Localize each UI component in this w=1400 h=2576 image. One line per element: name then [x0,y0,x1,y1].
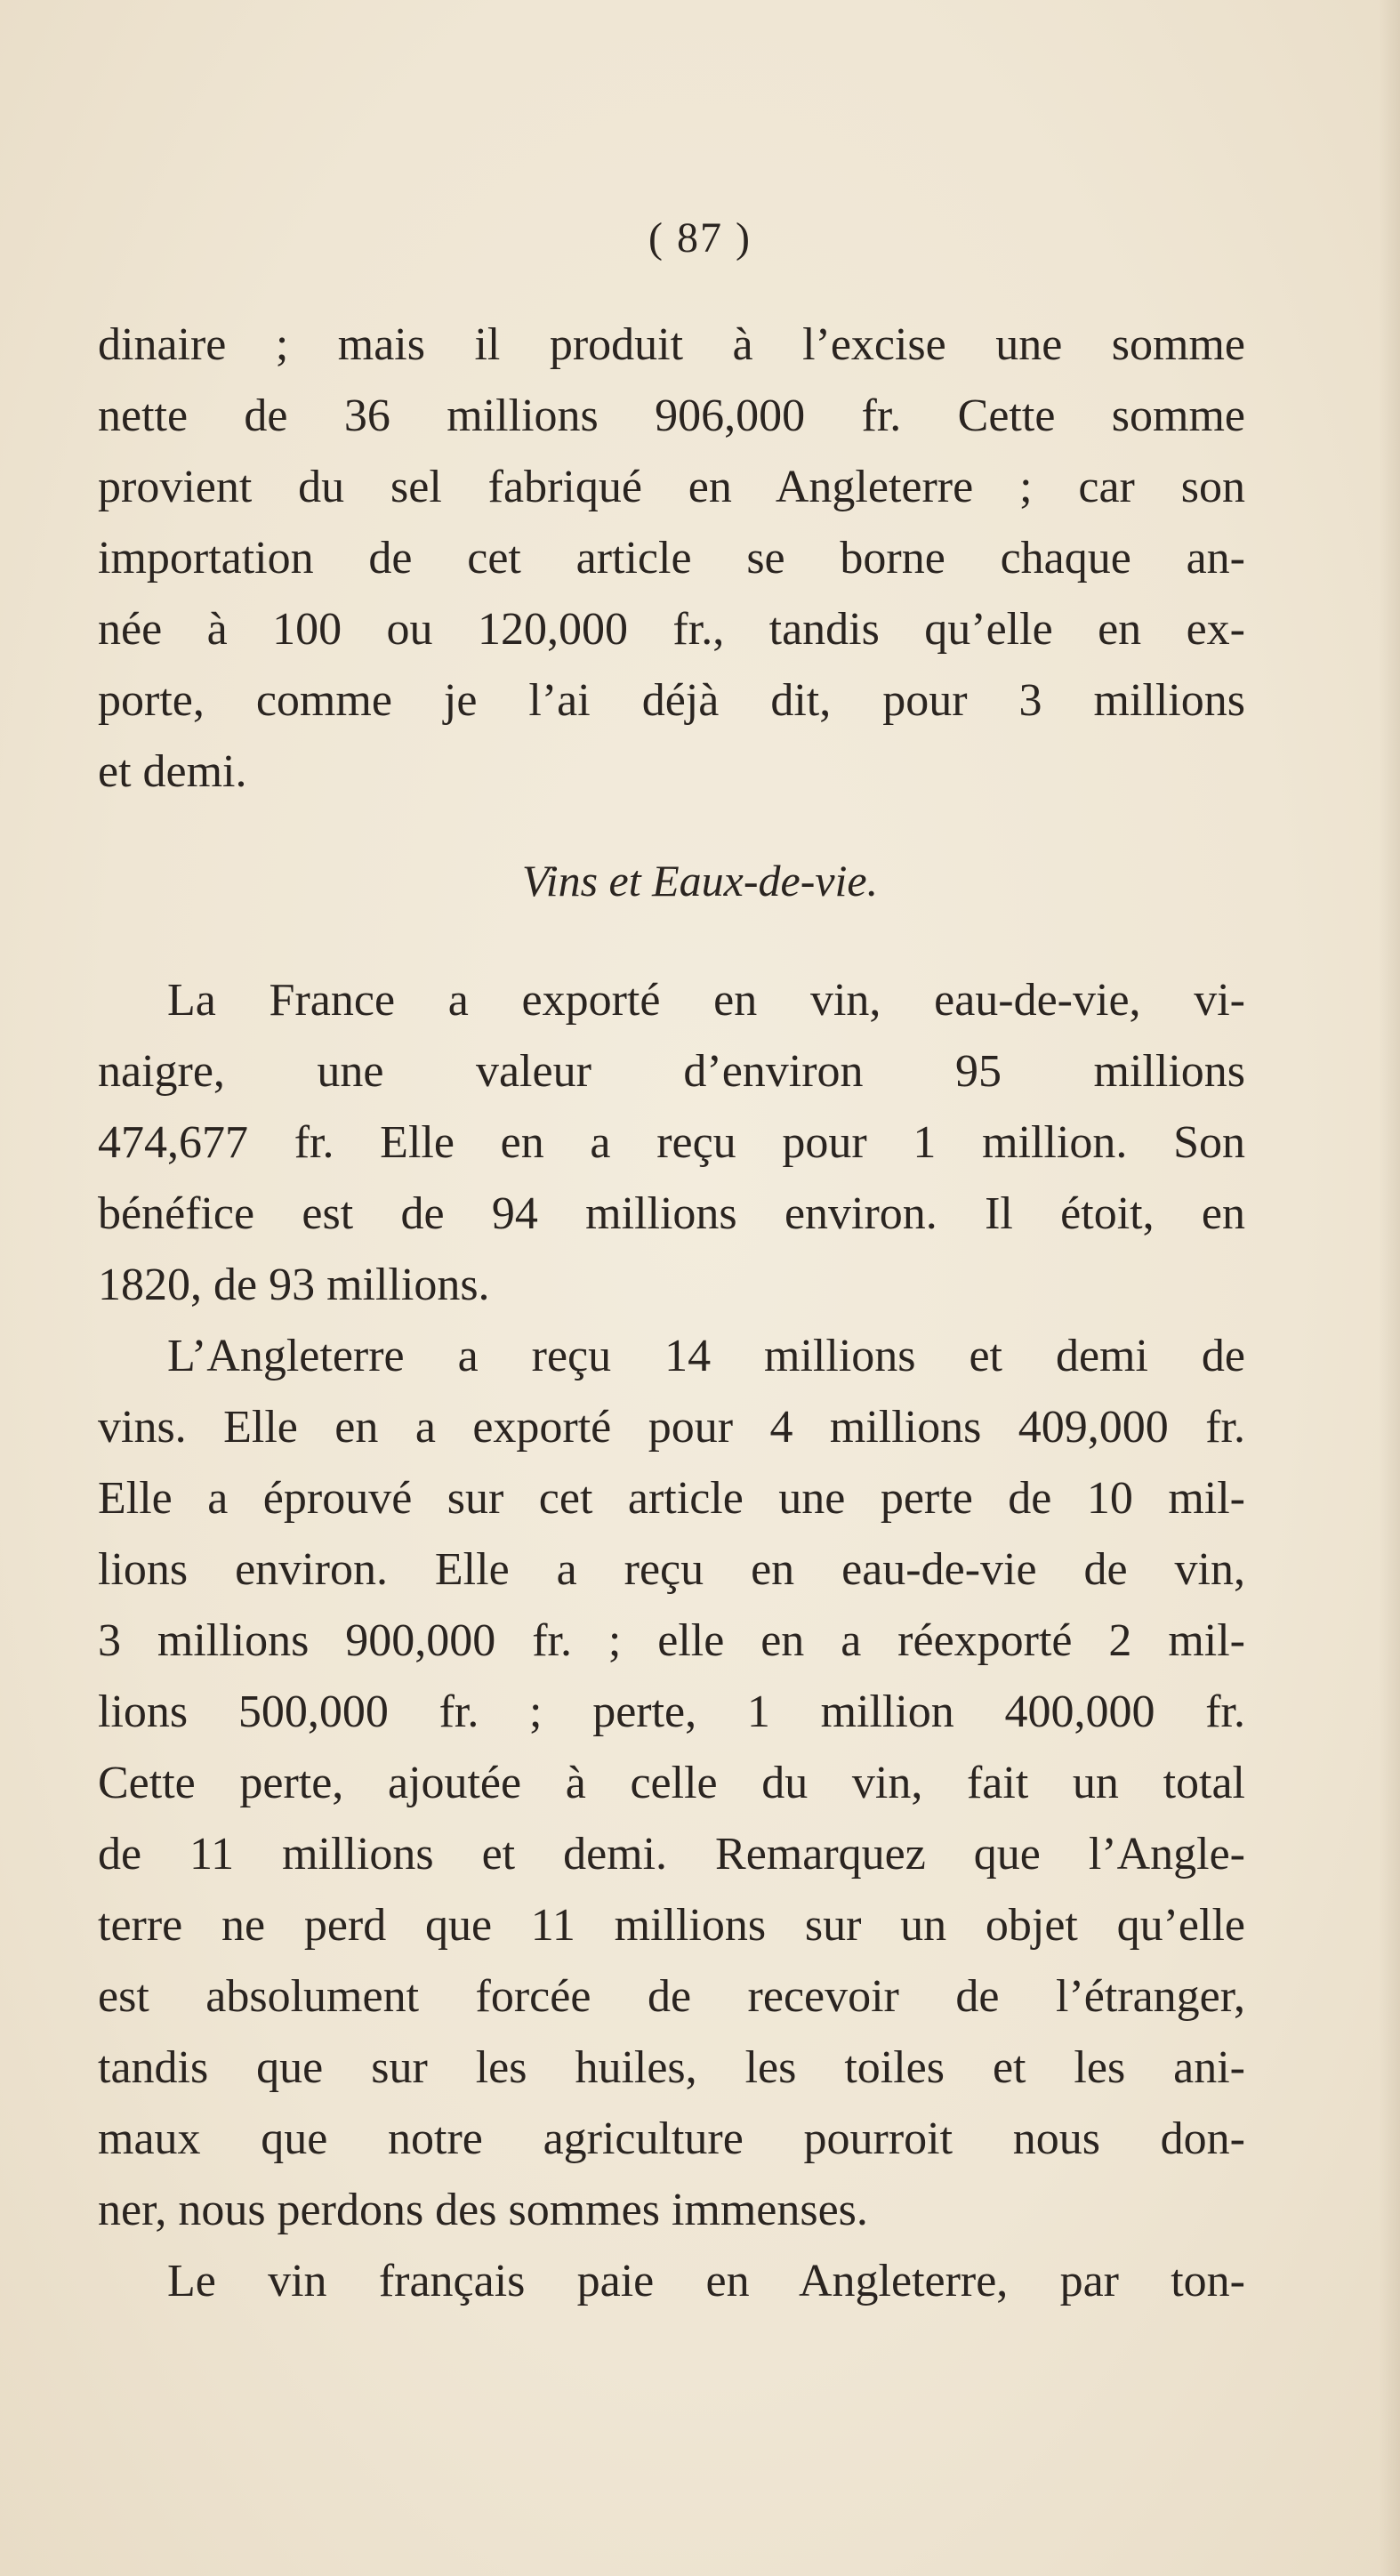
text-line: nette de 36 millions 906,000 fr. Cette somme [98,390,1245,441]
text-line: de 11 millions et demi. Remarquez que l’Angle- [98,1829,1245,1880]
text-line: maux que notre agriculture pourroit nous don- [98,2113,1245,2164]
text-line: est absolument forcée de recevoir de l’étranger, [98,1971,1245,2022]
text-line: vins. Elle en a exporté pour 4 millions 409,000 fr. [98,1402,1245,1453]
text-line: bénéfice est de 94 millions environ. Il étoit, en [98,1188,1245,1239]
paragraph-3 [98,1321,1245,2246]
text-line: 1820, de 93 millions. [98,1260,490,1310]
text-line: lions 500,000 fr. ; perte, 1 million 400,000 fr. [98,1686,1245,1737]
text-line: Cette perte, ajoutée à celle du vin, fait un total [98,1758,1245,1808]
text-line: née à 100 ou 120,000 fr., tandis qu’elle en ex- [98,604,1245,655]
text-line: et demi. [98,746,247,797]
paragraph-4 [98,2246,1245,2317]
text-line: importation de cet article se borne chaque an- [98,533,1245,584]
paragraph-1 [98,310,1245,808]
text-line: ner, nous perdons des sommes immenses. [98,2185,868,2235]
text-line: porte, comme je l’ai déjà dit, pour 3 millions [98,675,1245,726]
text-line: tandis que sur les huiles, les toiles et les ani- [98,2042,1245,2093]
page-number: ( 87 ) [648,214,752,262]
text-line: La France a exporté en vin, eau-de-vie, vi- [167,975,1245,1026]
paragraph-2 [98,965,1245,1321]
text-line: terre ne perd que 11 millions sur un objet qu’elle [98,1900,1245,1951]
text-line: L’Angleterre a reçu 14 millions et demi de [167,1331,1245,1381]
text-line: provient du sel fabriqué en Angleterre ; car son [98,462,1245,512]
text-line: Le vin français paie en Angleterre, par ton- [167,2256,1245,2306]
text-line: naigre, une valeur d’environ 95 millions [98,1046,1245,1097]
text-line: dinaire ; mais il produit à l’excise une somme [98,319,1245,370]
page-fold-shadow [1379,0,1400,2576]
text-line: lions environ. Elle a reçu en eau-de-vie de vin, [98,1544,1245,1595]
text-line: Elle a éprouvé sur cet article une perte de 10 mil- [98,1473,1245,1524]
text-line: 474,677 fr. Elle en a reçu pour 1 million. Son [98,1117,1245,1168]
text-line: 3 millions 900,000 fr. ; elle en a réexporté 2 mil- [98,1615,1245,1666]
section-heading: Vins et Eaux-de-vie. [521,856,879,906]
